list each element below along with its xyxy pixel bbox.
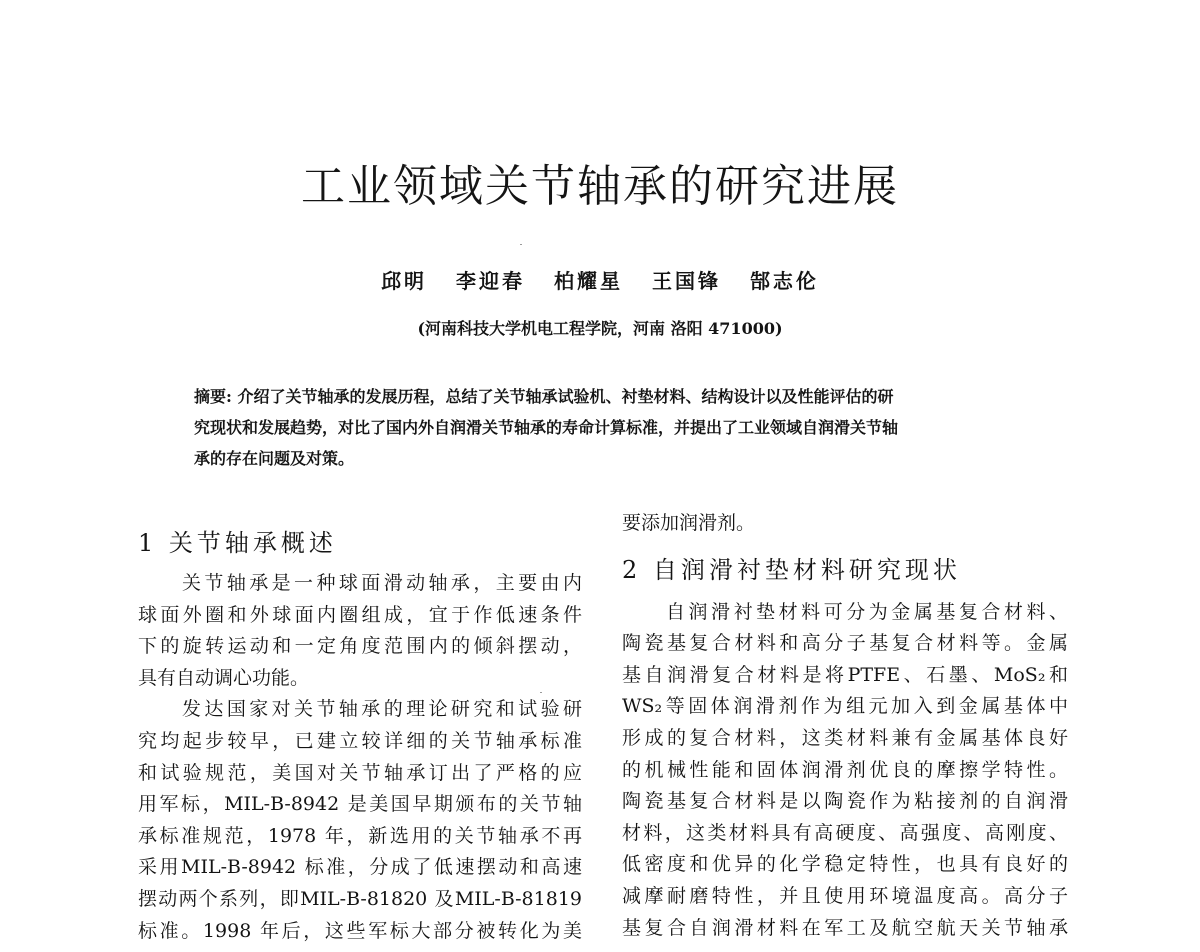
scan-speck xyxy=(540,692,542,693)
author-name: 柏耀星 xyxy=(554,269,623,293)
text-line: 球面外圈和外球面内圈组成，宜于作低速条件 xyxy=(138,603,582,626)
text-line: 承标准规范，1978 年，新选用的关节轴承不再 xyxy=(138,824,582,847)
text-line: 基自润滑复合材料是将PTFE、石墨、MoS₂和 xyxy=(622,663,1068,686)
text-line: 的机械性能和固体润滑剂优良的摩擦学特性。 xyxy=(622,758,1068,781)
text-line: 减摩耐磨特性，并且使用环境温度高。高分子 xyxy=(622,884,1068,907)
section-1-heading: 1 关节轴承概述 xyxy=(138,529,337,557)
text-line: 自润滑衬垫材料可分为金属基复合材料、 xyxy=(666,600,1068,623)
text-line: 究均起步较早，已建立较详细的关节轴承标准 xyxy=(138,729,582,752)
author-name: 王国锋 xyxy=(651,269,721,293)
text-line: WS₂等固体润滑剂作为组元加入到金属基体中 xyxy=(622,695,1068,718)
author-list xyxy=(0,265,1200,294)
abstract-line: 承的存在问题及对策。 xyxy=(194,449,355,468)
section-1-paragraph-2 xyxy=(138,694,582,947)
affiliation: (河南科技大学机电工程学院，河南 洛阳 471000) xyxy=(417,319,783,338)
section-1-paragraph-1 xyxy=(138,568,582,694)
text-line: 采用MIL-B-8942 标准，分成了低速摆动和高速 xyxy=(138,856,582,879)
right-column xyxy=(622,508,1068,944)
text-line: 形成的复合材料，这类材料兼有金属基体良好 xyxy=(622,726,1068,749)
scan-speck xyxy=(520,244,522,245)
text-line: 陶瓷基复合材料和高分子基复合材料等。金属 xyxy=(622,632,1068,655)
text-line: 和试验规范，美国对关节轴承订出了严格的应 xyxy=(138,761,582,784)
text-line: 基复合自润滑材料在军工及航空航天关节轴承 xyxy=(622,916,1068,939)
text-line: 用军标，MIL-B-8942 是美国早期颁布的关节轴 xyxy=(138,793,582,816)
text-line: 下的旋转运动和一定角度范围内的倾斜摆动， xyxy=(138,635,582,658)
text-line: 低密度和优异的化学稳定特性，也具有良好的 xyxy=(622,853,1068,876)
text-line: 陶瓷基复合材料是以陶瓷作为粘接剂的自润滑 xyxy=(622,790,1068,813)
author-name: 李迎春 xyxy=(456,269,526,293)
text-line: 关节轴承是一种球面滑动轴承，主要由内 xyxy=(182,572,582,594)
text-line: 摆动两个系列，即MIL-B-81820 及MIL-B-81819 xyxy=(138,887,582,910)
left-column xyxy=(138,523,582,947)
section-2-heading: 2 自润滑衬垫材料研究现状 xyxy=(622,555,961,584)
section-2-paragraph-1 xyxy=(622,597,1068,945)
text-line: 材料，这类材料具有高硬度、高强度、高刚度、 xyxy=(622,821,1068,844)
author-name: 邱明 xyxy=(381,269,428,293)
paper-title: 工业领域关节轴承的研究进展 xyxy=(301,161,899,212)
abstract xyxy=(194,381,1006,474)
abstract-line: 摘要: 介绍了关节轴承的发展历程，总结了关节轴承试验机、衬垫材料、结构设计以及性能评估的研 xyxy=(194,387,894,406)
abstract-line: 究现状和发展趋势，对比了国内外自润滑关节轴承的寿命计算标准，并提出了工业领域自润滑关节轴 xyxy=(194,418,899,437)
author-name: 郜志伦 xyxy=(749,269,819,293)
text-line: 发达国家对关节轴承的理论研究和试验研 xyxy=(182,698,582,721)
text-line: 具有自动调心功能。 xyxy=(138,666,310,689)
continuation-text: 要添加润滑剂。 xyxy=(622,512,756,534)
text-line: 标准。1998 年后，这些军标大部分被转化为美 xyxy=(138,919,582,942)
